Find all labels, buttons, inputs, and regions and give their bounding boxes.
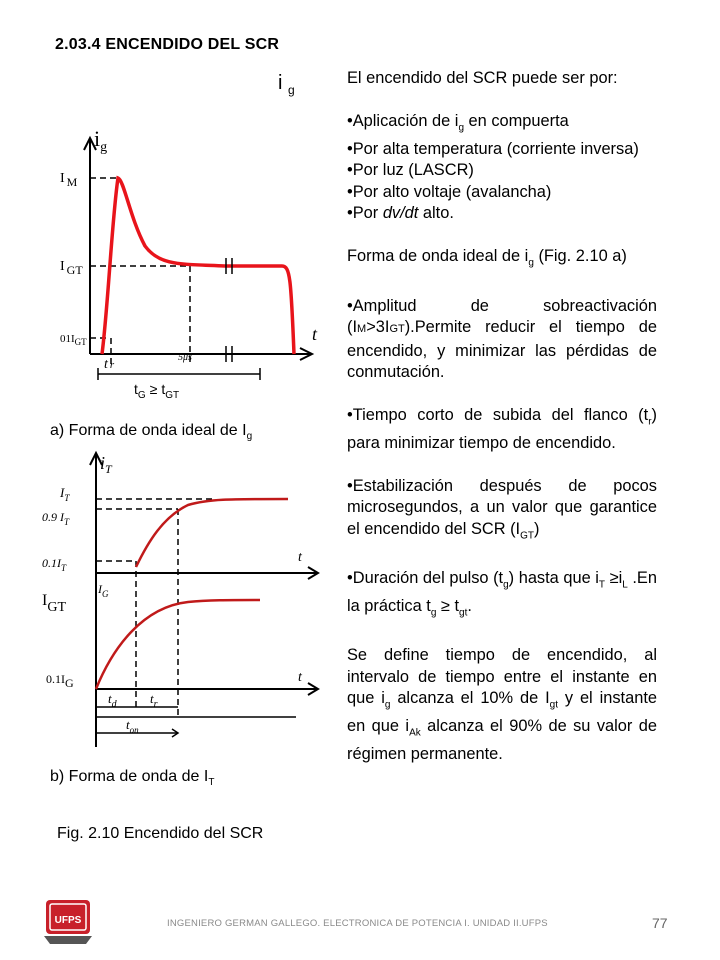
fig-b-igt-label: IGT [42,592,66,615]
page-number: 77 [652,915,668,931]
fig-b-td-label: $t_d$ [108,691,117,710]
bullet-temperature: •Por alta temperatura (corriente inversa) [347,139,639,158]
ufps-logo [40,898,96,948]
fig-b-09-label: 0.9 $I_T$ [42,510,70,527]
fig-a-low-label: $01I_{GT}$ [60,333,87,347]
fig-a-5us-label: 5μs [178,352,192,363]
fig-b-it-label: $i_T$ [100,453,112,476]
waveform-text: Forma de onda ideal de $i_g$ (Fig. 2.10 a) [347,247,627,269]
bullet-amplitude: •Amplitud de sobreactivación (IM>3IGT).Permite reducir el tiempo de encendido, y minimizar las pérdidas de conmutación. [347,296,657,382]
bullet-voltage: •Por alto voltaje (avalancha) [347,182,552,201]
fig-b-01g-label: 0.1IG [46,672,74,690]
figure-caption: Fig. 2.10 Encendido del SCR [57,825,264,842]
fig-b-t1-label: t [298,550,302,565]
fig-b-IT-label: $I_T$ [60,485,70,503]
bullet-rise-time: •Tiempo corto de subida del flanco $(t_r)$ para minimizar tiempo de encendido. [347,406,657,452]
caption-figure-a: a) Forma de onda ideal de $I_g$ [50,422,253,443]
fig-a-im-label: I M [60,171,78,189]
fig-b-ig-label: $I_G$ [98,582,109,599]
bullet-pulse-duration: •Duración del pulso $(t_g)$ hasta que $i_T \ge i_L$ .En la práctica $t_g \ge t_{gt}$. [347,569,657,619]
fig-b-ton-label: $t_{on}$ [126,717,139,735]
caption-figure-b: b) Forma de onda de $I_T$ [50,768,215,789]
fig-a-tg-label: $t_G \ge t_{GT}$ [134,381,180,401]
figure-a-ideal-gate-current [50,108,330,408]
footer-text: INGENIERO GERMAN GALLEGO. ELECTRONICA DE POTENCIA I. UNIDAD II.UFPS [167,918,548,929]
intro-text: El encendido del SCR puede ser por: [347,69,618,87]
fig-b-t2-label: t [298,670,302,685]
body-text-column [347,68,657,765]
figure-b-anode-current [38,447,320,757]
fig-a-tr-label: t r [104,357,115,372]
bullet-gate: •Aplicación de $i_g$ en compuerta [347,112,569,134]
section-title: 2.03.4 ENCENDIDO DEL SCR [55,36,280,53]
bullet-stabilization: •Estabilización después de pocos microsegundos, a un valor que garantice el encendido del SCR $(I_{GT})$ [347,476,657,542]
fig-b-01-label: $0.1I_T$ [42,556,67,573]
definition-text: Se define tiempo de encendido, al intervalo de tiempo entre el instante en que $i_g$ alcanza el 10% de $I_{gt}$ y el instante en que $i_{Ak}$ alcanza el 90% de su valor de régimen permanente. [347,646,657,763]
fig-a-t-label: t [312,324,318,344]
svg-text:UFPS: UFPS [54,915,82,926]
fig-b-tr-label: $t_r$ [150,691,158,710]
ig-label: i $_g$ [278,72,295,97]
bullet-dvdt: •Por dv/dt alto. [347,204,454,223]
fig-a-igt-label: I GT [60,259,83,277]
fig-a-ylabel: $i_g$ [94,126,108,155]
bullet-light: •Por luz (LASCR) [347,161,474,180]
